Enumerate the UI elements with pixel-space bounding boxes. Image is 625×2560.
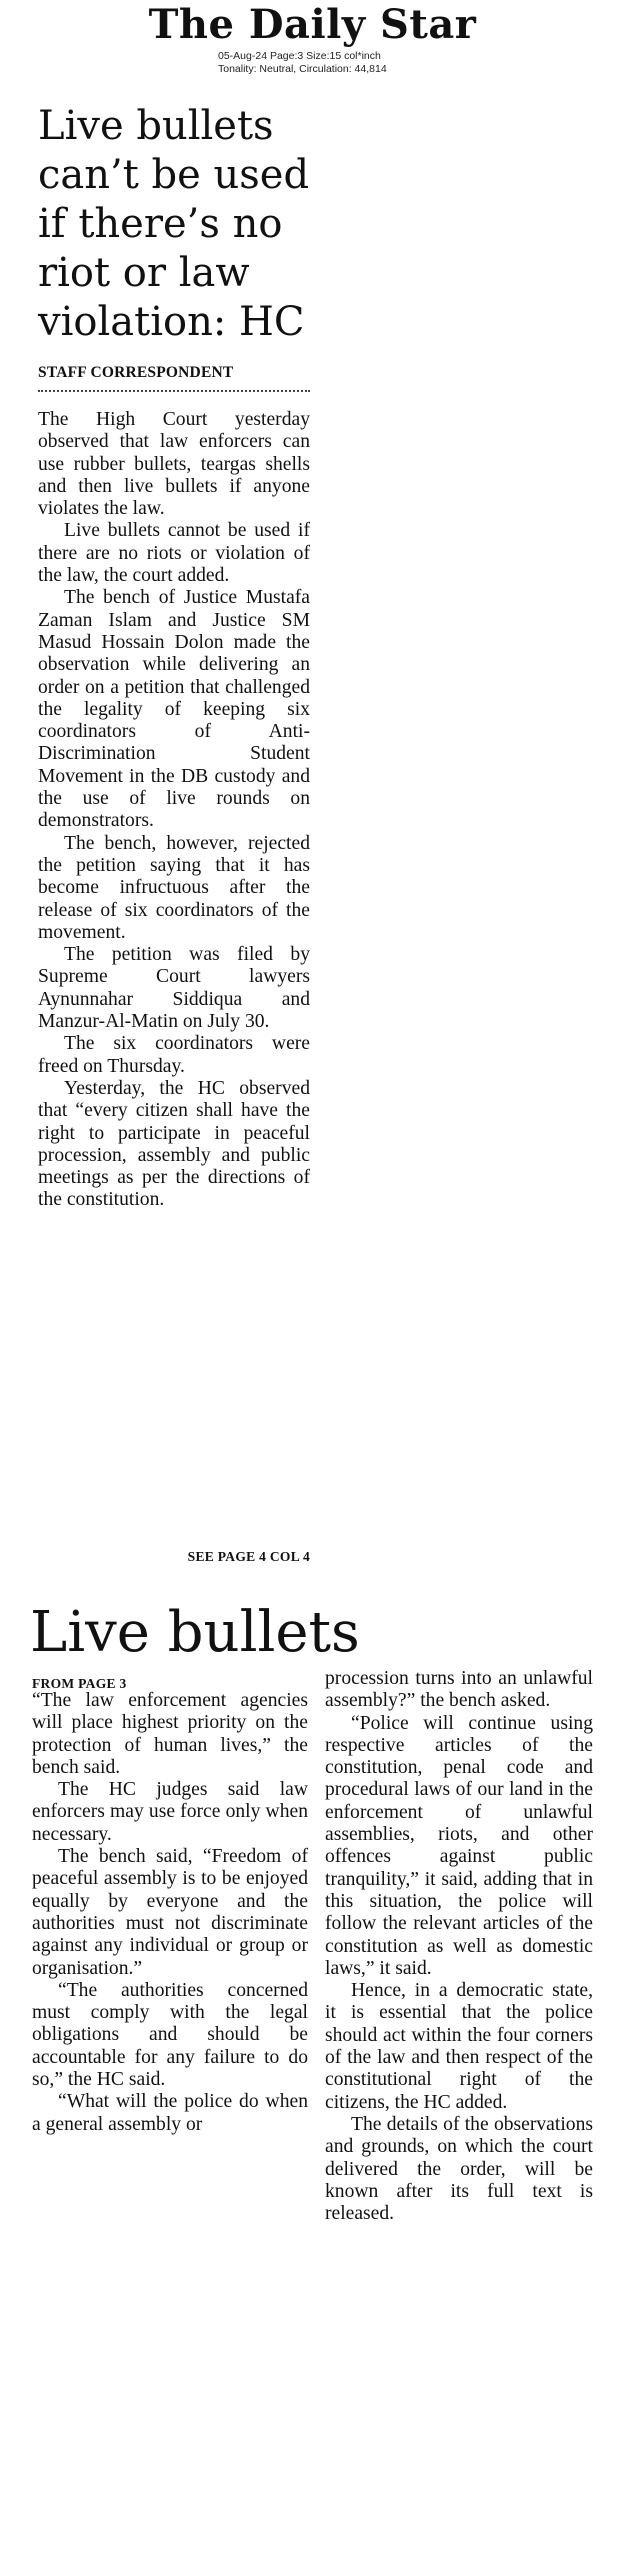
masthead — [0, 0, 625, 48]
continued-from: FROM PAGE 3 — [32, 1676, 127, 1691]
paragraph: The bench of Justice Mustafa Zaman Islam and Justice SM Masud Hossain Dolon made the observation while delivering an order on a petition that challenged the legality of keeping six coordinators of Anti-Discrimination Student Movement in the DB custody and the use of live rounds on demonstrators. — [38, 587, 310, 832]
paragraph: “The authorities concerned must comply with the legal obligations and should be accountable for any failure to do so,” the HC said. — [32, 1979, 308, 2091]
paragraph: The petition was filed by Supreme Court lawyers Aynunnahar Siddiqua and Manzur-Al-Matin on July 30. — [38, 944, 310, 1033]
paragraph: Yesterday, the HC observed that “every citizen shall have the right to participate in peaceful procession, assembly and public meetings as per the directions of the constitution. — [38, 1077, 310, 1211]
paragraph: procession turns into an unlawful assembly?” the bench asked. — [325, 1668, 593, 1712]
jump-line: SEE PAGE 4 COL 4 — [187, 1549, 310, 1564]
story-headline: Live bullets can’t be used if there’s no riot or law violation: HC — [38, 103, 310, 345]
paragraph: “What will the police do when a general assembly or — [32, 2091, 308, 2135]
jump-body-column-2 — [325, 1668, 593, 2225]
paragraph: The details of the observations and grounds, on which the court delivered the order, will be known after its full text is released. — [325, 2113, 593, 2225]
paragraph: “Police will continue using respective articles of the constitution, penal code and procedural laws of our land in the enforcement of unlawful assemblies, riots, and other offences against public tranquility,” it said, adding that in this situation, the police will follow the relevant articles of the constitution as well as domestic laws,” it said. — [325, 1712, 593, 1979]
story-body — [38, 409, 310, 1212]
paragraph: The High Court yesterday observed that law enforcers can use rubber bullets, teargas shells and then live bullets if anyone violates the law. — [38, 409, 310, 520]
clip-tonality: Tonality: Neutral, Circulation: 44,814 — [218, 63, 387, 75]
clip-info: 05-Aug-24 Page:3 Size:15 col*inch — [218, 50, 381, 62]
paragraph: The six coordinators were freed on Thursday. — [38, 1033, 310, 1077]
paragraph: Live bullets cannot be used if there are no riots or violation of the law, the court added. — [38, 520, 310, 587]
byline: STAFF CORRESPONDENT — [38, 364, 234, 381]
paragraph: “The law enforcement agencies will place highest priority on the protection of human lives,” the bench said. — [32, 1690, 308, 1778]
paragraph: The bench said, “Freedom of peaceful assembly is to be enjoyed equally by everyone and the authorities must not discriminate against any individual or group or organisation.” — [32, 1846, 308, 1979]
paragraph: The HC judges said law enforcers may use force only when necessary. — [32, 1779, 308, 1845]
jump-body-column-1 — [32, 1690, 308, 2136]
paragraph: The bench, however, rejected the petition saying that it has become infructuous after the release of six coordinators of the movement. — [38, 832, 310, 943]
byline-divider — [38, 390, 310, 392]
newspaper-logo: The Daily Star — [148, 1, 477, 48]
clip-meta — [218, 50, 478, 76]
paragraph: Hence, in a democratic state, it is essential that the police should act within the four corners of the law and then respect of the constitutional right of the citizens, the HC added. — [325, 1980, 593, 2113]
jump-headline: Live bullets — [30, 1600, 360, 1665]
